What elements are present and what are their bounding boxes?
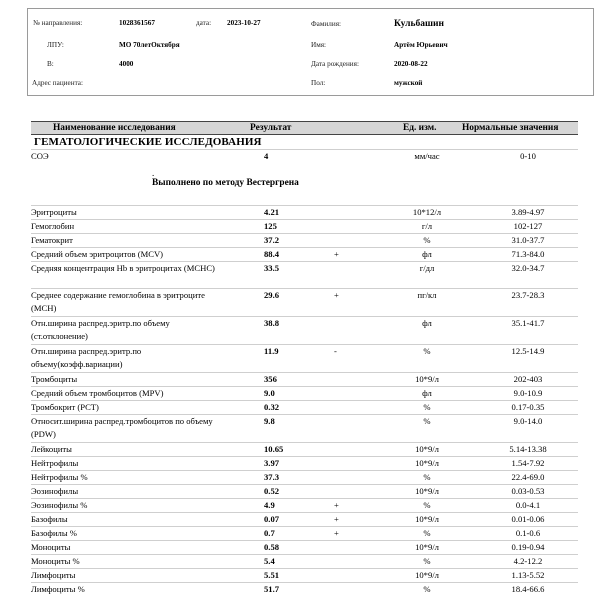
- test-flag: +: [334, 528, 339, 538]
- table-row: [31, 513, 578, 527]
- test-unit: фл: [422, 249, 432, 259]
- table-row: [31, 471, 578, 485]
- test-unit: г/л: [421, 221, 433, 231]
- test-norm: 0.19-0.94: [511, 542, 545, 552]
- test-flag: +: [334, 290, 339, 300]
- test-name: Эозинофилы %: [31, 500, 88, 510]
- test-name: Моноциты %: [31, 556, 80, 566]
- sex-label: Пол:: [311, 79, 326, 87]
- test-norm: 23.7-28.3: [511, 290, 545, 300]
- table-row: [31, 541, 578, 555]
- test-norm: 5.14-13.38: [509, 444, 547, 454]
- test-result: 88.4: [264, 249, 280, 259]
- test-unit: %: [423, 528, 431, 538]
- test-result: 0.32: [264, 402, 280, 412]
- test-norm: 3.89-4.97: [511, 207, 545, 217]
- test-name: СОЭ: [31, 151, 49, 161]
- test-result: 4: [264, 151, 269, 161]
- test-name: Тромбокрит (PCT): [31, 402, 99, 412]
- table-row: [31, 415, 578, 443]
- address-label: Адрес пациента:: [32, 79, 83, 87]
- test-norm: 18.4-66.6: [511, 584, 545, 594]
- test-unit: %: [423, 346, 431, 356]
- test-norm: 0-10: [520, 151, 536, 161]
- test-name: Эритроциты: [31, 207, 77, 217]
- test-unit: фл: [422, 388, 432, 398]
- results-table-header: [31, 121, 578, 135]
- table-row: [31, 457, 578, 471]
- header-norm: Нормальные значения: [462, 123, 559, 133]
- table-row: [31, 555, 578, 569]
- test-result: 0.7: [264, 528, 275, 538]
- test-unit: фл: [422, 318, 432, 328]
- birth-label: Дата рождения:: [311, 60, 359, 68]
- lpu-label: ЛПУ:: [47, 41, 64, 49]
- v-value: 4000: [119, 60, 134, 68]
- table-row: [31, 485, 578, 499]
- test-result: 11.9: [264, 346, 279, 356]
- test-name: Моноциты: [31, 542, 71, 552]
- test-flag: +: [334, 500, 339, 510]
- test-unit: 10*9/л: [415, 570, 439, 580]
- test-norm: 0.01-0.06: [511, 514, 545, 524]
- date-value: 2023-10-27: [227, 19, 261, 27]
- test-flag: +: [334, 514, 339, 524]
- table-row: [31, 150, 578, 206]
- test-norm: 22.4-69.0: [511, 472, 545, 482]
- test-norm: 9.0-14.0: [513, 416, 543, 426]
- test-unit: %: [423, 500, 431, 510]
- name-label: Имя:: [311, 41, 327, 49]
- test-result: 51.7: [264, 584, 280, 594]
- test-unit: 10*9/л: [415, 486, 439, 496]
- test-norm: 0.17-0.35: [511, 402, 545, 412]
- test-result: 4.21: [264, 207, 280, 217]
- test-name: Нейтрофилы: [31, 458, 79, 468]
- test-name: Средний объем эритроцитов (MCV): [31, 249, 164, 259]
- test-name: Нейтрофилы %: [31, 472, 88, 482]
- table-row: [31, 234, 578, 248]
- test-name: Средний объем тромбоцитов (MPV): [31, 388, 164, 398]
- test-norm: 0.1-0.6: [515, 528, 541, 538]
- table-row: [31, 527, 578, 541]
- test-name: Лимфоциты: [31, 570, 76, 580]
- test-result: 37.2: [264, 235, 280, 245]
- test-unit: %: [423, 584, 431, 594]
- test-unit: 10*9/л: [415, 374, 439, 384]
- test-unit: 10*9/л: [415, 444, 439, 454]
- test-result: 3.97: [264, 458, 280, 468]
- test-name: Среднее содержание гемоглобина в эритроците (MCH): [31, 290, 205, 314]
- direction-value: 1028361567: [119, 19, 155, 27]
- lpu-value: МО 70летОктября: [119, 41, 180, 49]
- test-norm: 35.1-41.7: [511, 318, 545, 328]
- table-row: [31, 387, 578, 401]
- test-unit: %: [423, 235, 431, 245]
- section-title: ГЕМАТОЛОГИЧЕСКИЕ ИССЛЕДОВАНИЯ: [34, 136, 262, 148]
- test-name: Относит.ширина распред.тромбоцитов по объему (PDW): [31, 416, 213, 440]
- test-name: Гемоглобин: [31, 221, 75, 231]
- test-name: Базофилы %: [31, 528, 77, 538]
- test-norm: 1.13-5.52: [511, 570, 545, 580]
- test-flag: +: [334, 249, 339, 259]
- test-unit: мм/час: [414, 151, 440, 161]
- test-unit: 10*9/л: [415, 514, 439, 524]
- test-name: Средняя концентрация Hb в эритроцитах (MCHC): [31, 263, 215, 273]
- test-name: Лейкоциты: [31, 444, 72, 454]
- test-norm: 31.0-37.7: [511, 235, 545, 245]
- test-result: 125: [264, 221, 277, 231]
- test-norm: 1.54-7.92: [511, 458, 545, 468]
- test-norm: 71.3-84.0: [511, 249, 545, 259]
- table-row: [31, 345, 578, 373]
- test-norm: 102-127: [513, 221, 543, 231]
- test-result: 10.65: [264, 444, 284, 454]
- test-unit: пг/кл: [417, 290, 437, 300]
- header-result: Результат: [250, 123, 292, 133]
- table-row: [31, 220, 578, 234]
- table-row: [31, 317, 578, 345]
- table-row: [31, 262, 578, 289]
- test-norm: 4.2-12.2: [513, 556, 543, 566]
- birth-value: 2020-08-22: [394, 60, 428, 68]
- test-norm: 12.5-14.9: [511, 346, 545, 356]
- test-result: 38.8: [264, 318, 280, 328]
- test-unit: 10*9/л: [415, 542, 439, 552]
- table-row: [31, 569, 578, 583]
- table-row: [31, 401, 578, 415]
- test-unit: 10*12/л: [412, 207, 442, 217]
- table-row: [31, 289, 578, 317]
- test-norm: 9.0-10.9: [513, 388, 543, 398]
- test-unit: %: [423, 416, 431, 426]
- test-name: Отн.ширина распред.эритр.по объему(коэфф.вариации): [31, 346, 142, 370]
- test-unit: %: [423, 556, 431, 566]
- test-norm: 202-403: [513, 374, 543, 384]
- surname-value: Кульбашин: [394, 19, 444, 29]
- test-name: Базофилы: [31, 514, 68, 524]
- test-result: 37.3: [264, 472, 280, 482]
- header-name: Наименование исследования: [53, 123, 176, 133]
- test-result: 0.58: [264, 542, 280, 552]
- test-flag: -: [334, 346, 337, 356]
- test-result: 356: [264, 374, 277, 384]
- test-norm: 0.0-4.1: [515, 500, 541, 510]
- test-unit: %: [423, 472, 431, 482]
- test-result: 9.0: [264, 388, 275, 398]
- test-result: 0.52: [264, 486, 280, 496]
- test-result: 4.9: [264, 500, 275, 510]
- test-result: 0.07: [264, 514, 280, 524]
- test-result: 9.8: [264, 416, 275, 426]
- test-result: 5.51: [264, 570, 280, 580]
- test-norm: 32.0-34.7: [511, 263, 545, 273]
- header-unit: Ед. изм.: [403, 123, 437, 133]
- test-name: Гематокрит: [31, 235, 73, 245]
- test-norm: 0.03-0.53: [511, 486, 545, 496]
- patient-header: [27, 8, 594, 96]
- test-result: 29.6: [264, 290, 280, 300]
- test-result: 5.4: [264, 556, 275, 566]
- test-name: Отн.ширина распред.эритр.по объему (ст.отклонение): [31, 318, 170, 342]
- surname-label: Фамилия:: [311, 20, 341, 28]
- test-name: Лимфоциты %: [31, 584, 85, 594]
- v-label: В:: [47, 60, 54, 68]
- test-name: Тромбоциты: [31, 374, 78, 384]
- method-note-dot: .: [152, 168, 155, 178]
- date-label: дата:: [196, 19, 212, 27]
- test-result: 33.5: [264, 263, 280, 273]
- table-row: [31, 583, 578, 597]
- table-row: [31, 373, 578, 387]
- table-row: [31, 248, 578, 262]
- sex-value: мужской: [394, 79, 423, 87]
- test-name: Эозинофилы: [31, 486, 79, 496]
- test-unit: г/дл: [419, 263, 435, 273]
- test-unit: %: [423, 402, 431, 412]
- method-note: Выполнено по методу Вестергрена: [152, 178, 299, 188]
- test-unit: 10*9/л: [415, 458, 439, 468]
- name-value: Артём Юрьевич: [394, 41, 448, 49]
- table-row: [31, 443, 578, 457]
- table-row: [31, 499, 578, 513]
- table-row: [31, 206, 578, 220]
- direction-label: № направления:: [33, 19, 83, 27]
